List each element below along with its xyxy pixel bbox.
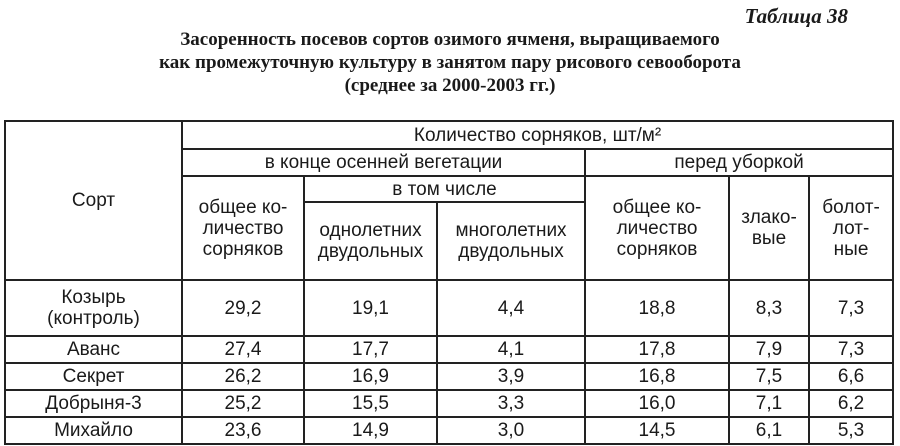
title-line-2: как промежуточную культуру в занятом пару рисового севооборота: [159, 52, 741, 73]
perennial-cell: 3,0: [437, 417, 585, 444]
total-harvest-cell: 17,8: [585, 336, 729, 363]
table-title: [0, 28, 900, 97]
weed-count-header: Количество сорняков, шт/м²: [182, 121, 893, 149]
annual-dicots-header: однолетних двудольных: [304, 202, 437, 280]
marsh-header: болот- лот- ные: [809, 176, 893, 280]
variety-cell: Аванс: [5, 336, 182, 363]
table-row: [5, 280, 893, 336]
grasses-cell: 7,9: [729, 336, 809, 363]
variety-cell: Михайло: [5, 417, 182, 444]
grasses-cell: 7,1: [729, 390, 809, 417]
title-line-1: Засоренность посевов сортов озимого ячменя, выращиваемого: [180, 29, 720, 50]
total-autumn-cell: 29,2: [182, 280, 304, 336]
table-number-label: Таблица 38: [744, 4, 848, 28]
total-autumn-cell: 27,4: [182, 336, 304, 363]
grasses-header: злако- вые: [729, 176, 809, 280]
annual-cell: 19,1: [304, 280, 437, 336]
perennial-cell: 4,1: [437, 336, 585, 363]
header-row-1: [5, 121, 893, 149]
marsh-cell: 5,3: [809, 417, 893, 444]
grasses-cell: 8,3: [729, 280, 809, 336]
annual-cell: 15,5: [304, 390, 437, 417]
total-harvest-cell: 16,8: [585, 363, 729, 390]
variety-cell: Секрет: [5, 363, 182, 390]
perennial-dicots-header: многолетних двудольных: [437, 202, 585, 280]
annual-cell: 14,9: [304, 417, 437, 444]
perennial-cell: 3,9: [437, 363, 585, 390]
total-harvest-header: общее ко- личество сорняков: [585, 176, 729, 280]
total-autumn-header: общее ко- личество сорняков: [182, 176, 304, 280]
perennial-cell: 3,3: [437, 390, 585, 417]
weed-infestation-table: [4, 120, 894, 445]
marsh-cell: 6,6: [809, 363, 893, 390]
variety-cell: Добрыня-3: [5, 390, 182, 417]
table-row: [5, 417, 893, 444]
variety-cell: Козырь (контроль): [5, 280, 182, 336]
grasses-cell: 7,5: [729, 363, 809, 390]
marsh-cell: 7,3: [809, 280, 893, 336]
title-line-3: (среднее за 2000-2003 гг.): [344, 75, 556, 96]
total-autumn-cell: 25,2: [182, 390, 304, 417]
variety-header: Сорт: [5, 121, 182, 280]
perennial-cell: 4,4: [437, 280, 585, 336]
autumn-end-header: в конце осенней вегетации: [182, 149, 585, 176]
marsh-cell: 7,3: [809, 336, 893, 363]
total-autumn-cell: 26,2: [182, 363, 304, 390]
table-row: [5, 390, 893, 417]
total-harvest-cell: 14,5: [585, 417, 729, 444]
before-harvest-header: перед уборкой: [585, 149, 893, 176]
table-row: [5, 336, 893, 363]
marsh-cell: 6,2: [809, 390, 893, 417]
grasses-cell: 6,1: [729, 417, 809, 444]
including-header: в том числе: [304, 176, 585, 202]
table-row: [5, 363, 893, 390]
total-harvest-cell: 16,0: [585, 390, 729, 417]
annual-cell: 16,9: [304, 363, 437, 390]
total-harvest-cell: 18,8: [585, 280, 729, 336]
total-autumn-cell: 23,6: [182, 417, 304, 444]
annual-cell: 17,7: [304, 336, 437, 363]
